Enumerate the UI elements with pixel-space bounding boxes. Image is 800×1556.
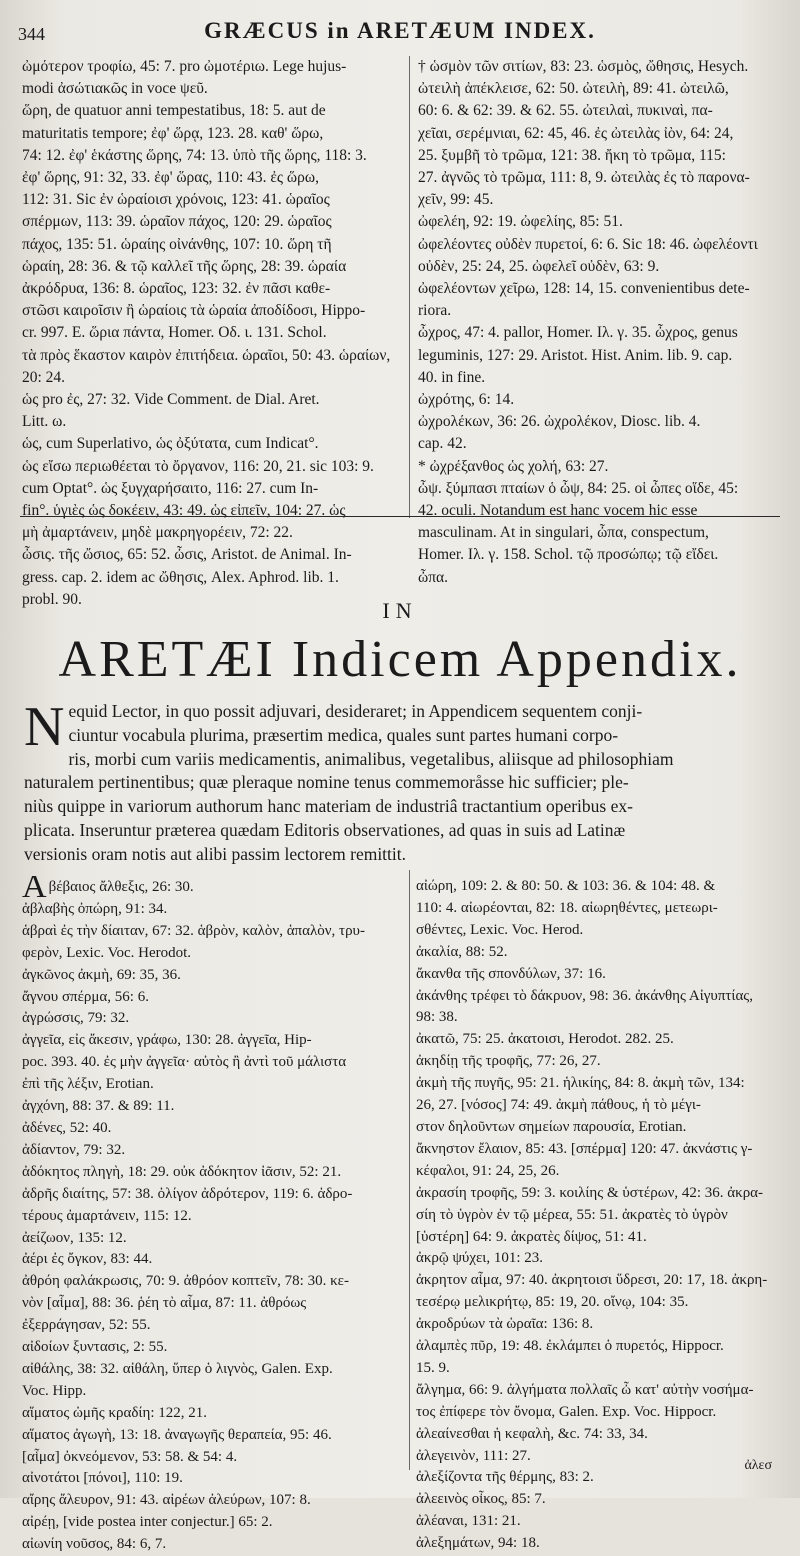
appendix-intro [24, 696, 780, 867]
index-line: σπέρμων, 113: 39. ὡραῖον πάχος, 120: 29. ὡραῖος [22, 213, 332, 231]
index-line: Homer. Ιλ. γ. 158. Schol. τῷ προσώπῳ; τῷ εἴδει. [418, 546, 719, 564]
appendix-entry-line: 98: 38. [416, 1009, 458, 1026]
appendix-entry-line: ἀκηδίῃ τῆς τροφῆς, 77: 26, 27. [416, 1053, 601, 1070]
intro-line: versionis oram notis aut alibi passim lectorem remittit. [24, 843, 407, 864]
appendix-entry-text: αἰδοίων ξυντασις, 2: 55. [22, 1339, 168, 1356]
index-column-right [418, 56, 778, 589]
appendix-entry-line [22, 1447, 402, 1469]
appendix-entry-text: ἀδρῆς διαίτης, 57: 38. ὀλίγον ἀδρότερον, 119: 6. ἀδρο- [22, 1185, 353, 1202]
appendix-column-left [22, 876, 402, 1556]
appendix-entry-line: ἀκάνθης τρέφει τὸ δάκρυον, 98: 36. ἀκάνθης Αἰγυπτίας, [416, 987, 754, 1004]
index-line: 27. ἀγνῶς τὸ τρῶμα, 111: 8, 9. ὠτειλὰς ἐς τὸ παρονα- [418, 169, 750, 187]
appendix-entry-line [22, 1315, 402, 1337]
appendix-entry-line [22, 1162, 402, 1184]
appendix-entry-line [22, 1425, 402, 1447]
index-line: ὦψ. ξύμπασι πταίων ὁ ὦψ, 84: 25. οἱ ὦπες οἵδε, 45: [418, 479, 739, 497]
appendix-entry-text: τέρους ἀμαρτάνειν, 115: 12. [22, 1207, 192, 1224]
appendix-entry-line [22, 1052, 402, 1074]
appendix-entry-line [22, 965, 402, 987]
appendix-entry-text: αἵματος ἀγωγὴ, 13: 18. ἀναγωγῆς θεραπεία, 95: 46. [22, 1426, 332, 1443]
index-line: ὠτειλὴ ἀπέκλεισε, 62: 50. ὠτειλὴ, 89: 41. ὠτειλῶ, [418, 80, 729, 98]
appendix-entry-line: ἀκμὴ τῆς πυγῆς, 95: 21. ἡλικίης, 84: 8. ἀκμὴ τῶν, 134: [416, 1075, 745, 1092]
index-line: χεῖαι, σερέμνιαι, 62: 45, 46. ἐς ὠτειλὰς ἰὸν, 64: 24, [418, 124, 734, 142]
appendix-entry-text: ἐξερράγησαν, 52: 55. [22, 1317, 151, 1334]
appendix-entry-line: αἰώρη, 109: 2. & 80: 50. & 103: 36. & 104: 48. & [416, 878, 716, 894]
appendix-entry-text: ἀέρι ἐς ὄγκον, 83: 44. [22, 1251, 153, 1268]
appendix-entry-text: φερὸν, Lexic. Voc. Herodot. [22, 944, 192, 961]
appendix-entry-text: ἀβλαβὴς ὀπώρη, 91: 34. [22, 900, 168, 917]
appendix-entry-line: ἀκρῷ ψύχει, 101: 23. [416, 1250, 544, 1267]
appendix-entry-line [22, 1096, 402, 1118]
appendix-entry-text: αἴρης ἄλευρον, 91: 43. αἰρέων ἀλεύρων, 107: 8. [22, 1492, 311, 1509]
appendix-entry-line [22, 1228, 402, 1250]
appendix-entry-text: ἀδόκητος πληγὴ, 18: 29. οὐκ ἀδόκητον ἰᾶσιν, 52: 21. [22, 1163, 342, 1180]
index-line: ὡραίη, 28: 36. & τῷ καλλεῖ τῆς ὥρης, 28: 39. ὡραία [22, 257, 347, 275]
appendix-entry-text: ἀγγεῖα, εἰς ἄκεσιν, γράφω, 130: 28. ἀγγεῖα, Hip- [22, 1032, 312, 1049]
appendix-entry-text: ἀδίαντον, 79: 32. [22, 1141, 126, 1158]
page-number: 344 [18, 24, 45, 44]
index-line: riora. [418, 302, 452, 320]
index-line: fin°. ὑγιὲς ὡς δοκέειν, 43: 49. ὡς εἰπεῖν, 104: 27. ὡς [22, 502, 346, 520]
appendix-entry-text: ἐπὶ τῆς λέξιν, Erotian. [22, 1076, 154, 1093]
appendix-entry-line [22, 1140, 402, 1162]
index-line: 60: 6. & 62: 39. & 62. 55. ὠτειλαὶ, πυκιναὶ, πα- [418, 102, 713, 120]
index-line: πάχος, 135: 51. ὡραίης οἰνάνθης, 107: 10. ὥρη τῆ [22, 235, 332, 253]
index-line: ἐφ' ὥρης, 91: 32, 33. ἐφ' ὥρας, 110: 43. ἐς ὥρω, [22, 169, 319, 187]
index-line: στῶσι καιροῖσιν ἢ ὡραίοις τὰ ὡραία ἀποδίδοσι, Hippo- [22, 302, 366, 320]
appendix-entry-line [22, 876, 402, 899]
appendix-entry-text: ἄγνου σπέρμα, 56: 6. [22, 988, 149, 1005]
appendix-entry-line [22, 987, 402, 1009]
index-line: οὐδὲν, 25: 24, 25. ὠφελεῖ οὐδὲν, 63: 9. [418, 257, 660, 275]
index-line: masculinam. At in singulari, ὦπα, conspectum, [418, 524, 709, 542]
appendix-entry-text: νὸν [αἷμα], 88: 36. ῥέη τὸ αἷμα, 87: 11. ἀθρόως [22, 1295, 307, 1312]
appendix-entry-text: ἀείζωον, 135: 12. [22, 1229, 127, 1246]
appendix-entry-line [22, 1118, 402, 1140]
appendix-entry-line [22, 1534, 402, 1556]
index-line: † ὡσμὸν τῶν σιτίων, 83: 23. ὡσμὸς, ὤθησις, Hesych. [418, 58, 749, 75]
appendix-entry-line [22, 1490, 402, 1512]
appendix-entry-text: αἰωνίη νοῦσος, 84: 6, 7. [22, 1536, 167, 1553]
appendix-entry-line: σθέντες, Lexic. Voc. Herod. [416, 921, 584, 938]
appendix-entry-line [22, 1359, 402, 1381]
appendix-column-right [416, 876, 778, 1555]
intro-line: ciuntur vocabula plurima, præsertim medica, quales sunt partes humani corpo- [68, 724, 619, 745]
appendix-entry-text: ἀγκῶνος ἀκμὴ, 69: 35, 36. [22, 966, 181, 983]
appendix-entry-line: ἀλεξίζοντα τῆς θέρμης, 83: 2. [416, 1469, 594, 1486]
appendix-entry-line [22, 1381, 402, 1403]
appendix-entry-line: ἀκρασίη τροφῆς, 59: 3. κοιλίης & ὑστέρων, 42: 36. ἀκρα- [416, 1184, 764, 1201]
appendix-entry-line: στον δηλοῦντων σημείων παρουσία, Erotian. [416, 1118, 687, 1135]
index-line: ὠχρότης, 6: 14. [418, 391, 515, 409]
index-line: χεῖν, 99: 45. [418, 191, 494, 209]
appendix-entry-text: βέβαιος ἄλθεξις, 26: 30. [48, 879, 194, 895]
appendix-entry-text: αἰνοτάτοι [πόνοι], 110: 19. [22, 1470, 183, 1487]
appendix-entry-line: [ὑστέρη] 64: 9. ἀκρατὲς δίψος, 51: 41. [416, 1228, 647, 1245]
appendix-entry-line: 26, 27. [νόσος] 74: 49. ἀκμὴ πάθους, ἡ τὸ μέγι- [416, 1097, 701, 1114]
appendix-entry-text: Voc. Hipp. [22, 1382, 87, 1399]
running-head [0, 16, 800, 44]
index-line: cr. 997. E. ὥρια πάντα, Homer. Οδ. ι. 131. Schol. [22, 324, 327, 342]
index-line: μὴ ἀμαρτάνειν, μηδὲ μακρηγορέειν, 72: 22. [22, 524, 293, 542]
appendix-entry-text: αἰθάλης, 38: 32. αἰθάλη, ὕπερ ὁ λιγνὸς, Galen. Exp. [22, 1360, 333, 1377]
column-rule [409, 56, 410, 518]
index-line: ὠφελέη, 92: 19. ὠφελίης, 85: 51. [418, 213, 623, 231]
appendix-entry-line [22, 1184, 402, 1206]
index-line: ὠφελέοντες οὐδὲν πυρετοί, 6: 6. Sic 18: 46. ὠφελέοντι [418, 235, 758, 253]
intro-line: plicata. Inseruntur præterea quædam Editoris observationes, ad quas in suis ad Latinæ [24, 819, 626, 840]
appendix-entry-text: ἀδένες, 52: 40. [22, 1119, 112, 1136]
intro-line: niùs quippe in variorum authorum hanc materiam de industriâ tractantium operibus ex- [24, 796, 633, 817]
index-line: ὠφελέοντων χεῖρω, 128: 14, 15. convenientibus dete- [418, 280, 750, 298]
appendix-entry-line: ἀλεξημάτων, 94: 18. [416, 1535, 540, 1552]
index-line: 40. in fine. [418, 368, 486, 386]
index-line: ὡς εἴσω περιωθέεται τὸ ὄργανον, 116: 20, 21. sic 103: 9. [22, 457, 374, 475]
appendix-entry-line: ἀκρητον αἷμα, 97: 40. ἀκρητοισι ὕδρεσι, 20: 17, 18. ἀκρη- [416, 1272, 768, 1289]
index-line: gress. cap. 2. idem ac ὤθησις, Alex. Aphrod. lib. 1. [22, 568, 339, 586]
appendix-entry-text: poc. 393. 40. ἐς μὴν ἀγγεῖα· αὐτὸς ἢ ἀντὶ τοῦ μάλιστα [22, 1054, 347, 1071]
intro-line: equid Lector, in quo possit adjuvari, desideraret; in Appendicem sequentem conji- [68, 701, 643, 721]
appendix-entry-line: ἄλγημα, 66: 9. ἀλγήματα πολλαῖς ὦ κατ' αὐτὴν νοσήμα- [416, 1381, 754, 1398]
index-line: 20: 24. [22, 368, 66, 386]
index-line: Litt. ω. [22, 413, 67, 431]
appendix-entry-line: 15. 9. [416, 1359, 450, 1376]
appendix-entry-line [22, 1249, 402, 1271]
index-line: ὥρη, de quatuor anni tempestatibus, 18: 5. aut de [22, 102, 326, 120]
appendix-entry-line [22, 1074, 402, 1096]
appendix-entry-line [22, 943, 402, 965]
index-line: ὠμότερον τροφίω, 45: 7. pro ὠμοτέριω. Lege hujus- [22, 58, 347, 75]
index-line: probl. 90. [22, 590, 82, 608]
appendix-entry-line [22, 1403, 402, 1425]
appendix-entry-text: ἀγρώσσις, 79: 32. [22, 1010, 130, 1027]
appendix-entry-line: ἀλεαίνεσθαι ἡ κεφαλὴ, &c. 74: 33, 34. [416, 1425, 648, 1442]
appendix-entry-line: ἀλεεινὸς οἶκος, 85: 7. [416, 1491, 546, 1508]
index-line: cum Optat°. ὡς ξυγχαρήσαιτο, 116: 27. cum In- [22, 479, 319, 497]
index-line: ὡς, cum Superlativo, ὡς ὀξύτατα, cum Indicat°. [22, 435, 319, 453]
appendix-entry-line: ἄκανθα τῆς σπονδύλων, 37: 16. [416, 965, 606, 982]
appendix-entry-line: ἀκατῶ, 75: 25. ἀκατοισι, Herodot. 282. 25. [416, 1031, 674, 1048]
appendix-entry-line: ἀκροδρύων τὰ ὡραῖα: 136: 8. [416, 1316, 594, 1333]
appendix-entry-line [22, 1337, 402, 1359]
index-line: ὦπα. [418, 568, 449, 586]
index-line: ὦχρος, 47: 4. pallor, Homer. Ιλ. γ. 35. ὦχρος, genus [418, 324, 738, 342]
appendix-title: ARETÆI Indicem Appendix. [58, 631, 742, 688]
index-line: 25. ξυμβῆ τὸ τρῶμα, 121: 38. ἤκη τὸ τρῶμα, 115: [418, 146, 726, 164]
appendix-entry-line: ἄκνηστον ἔλαιον, 85: 43. [σπέρμα] 120: 47. ἀκνάστις γ- [416, 1140, 753, 1157]
index-line: maturitatis tempore; ἐφ' ὥρᾳ, 123. 28. καθ' ὥρω, [22, 124, 324, 142]
index-line: modi ἀσώτιακῶς in voce ψεῦ. [22, 80, 208, 98]
appendix-entry-line [22, 1512, 402, 1534]
appendix-entry-line: κέφαλοι, 91: 24, 25, 26. [416, 1162, 560, 1179]
index-line: * ὠχρέξανθος ὡς χολή, 63: 27. [418, 457, 609, 475]
appendix-entry-text: ἀγχόνη, 88: 37. & 89: 11. [22, 1098, 175, 1115]
appendix-entry-line [22, 899, 402, 921]
appendix-entry-line [22, 1030, 402, 1052]
intro-line: naturalem pertinentibus; quæ pleraque nomine tenus commemoråsse hic sufficier; ple- [24, 772, 629, 793]
appendix-entry-line [22, 1206, 402, 1228]
intro-line: ris, morbi cum variis medicamentis, animalibus, vegetalibus, aliisque ad philosophiam [68, 748, 674, 769]
appendix-entry-text: [αἷμα] ὀκνεόμενον, 53: 58. & 54: 4. [22, 1448, 238, 1465]
appendix-entry-line: ἀκαλία, 88: 52. [416, 943, 508, 960]
index-line: ὦσις. τῆς ὤσιος, 65: 52. ὦσις, Aristot. de Animal. In- [22, 546, 352, 564]
index-line: ἀκρόδρυα, 136: 8. ὡραῖος, 123: 32. ἐν πᾶσι καθε- [22, 280, 331, 298]
appendix-entry-line [22, 1271, 402, 1293]
appendix-entry-line [22, 1008, 402, 1030]
appendix-entry-line: 110: 4. αἰωρέονται, 82: 18. αἰωρηθέντες, μετεωρι- [416, 899, 718, 916]
appendix-entry-line: τος ἐπίφερε τὸν ὄνομα, Galen. Exp. Voc. Hippocr. [416, 1403, 717, 1420]
appendix-entry-text: αἵματος ὠμῆς κραδίη: 122, 21. [22, 1404, 207, 1421]
section-divider [20, 516, 780, 517]
index-line: τὰ πρὸς ἕκαστον καιρὸν ἐπιτήδεια. ὡραῖοι, 50: 43. ὡραίων, [22, 346, 391, 364]
appendix-entry-line: ἀλέαναι, 131: 21. [416, 1513, 521, 1530]
appendix-in-label: IN [382, 598, 418, 623]
catchword: ἀλεσ [744, 1458, 772, 1473]
intro-dropcap: N [24, 696, 65, 758]
index-line: ὡς pro ἐς, 27: 32. Vide Comment. de Dial. Aret. [22, 391, 320, 409]
entry-dropcap: A [22, 876, 47, 899]
appendix-entry-line: σίη τὸ ὑγρὸν ἐν τῷ μέρεα, 55: 51. ἀκρατὲς τὸ ὑγρὸν [416, 1206, 728, 1223]
index-line: cap. 42. [418, 435, 467, 453]
index-line: 74: 12. ἐφ' ἑκάστης ὥρης, 74: 13. ὑπὸ τῆς ὥρης, 118: 3. [22, 146, 367, 164]
appendix-entry-text: ἀθρόη φαλάκρωσις, 70: 9. ἀθρόον κοπτεῖν, 78: 30. κε- [22, 1273, 349, 1290]
appendix-entry-line: ἀλαμπὲς πῦρ, 19: 48. ἐκλάμπει ὁ πυρετός, Hippocr. [416, 1338, 724, 1355]
appendix-entry-text: αἰρέῃ, [vide postea inter conjectur.] 65: 2. [22, 1514, 273, 1531]
index-line: ὠχρολέκων, 36: 26. ὠχρολέκον, Diosc. lib. 4. [418, 413, 701, 431]
index-line: 112: 31. Sic ἐν ὡραίοισι χρόνοις, 123: 41. ὡραῖος [22, 191, 330, 209]
appendix-entry-line [22, 921, 402, 943]
appendix-entry-line: τεσέρῳ μελικρήτῳ, 85: 19, 20. οἴνῳ, 104: 35. [416, 1294, 689, 1311]
appendix-entry-text: ἁβραὶ ἐς τὴν δίαιταν, 67: 32. ἁβρὸν, καλὸν, ἁπαλὸν, τρυ- [22, 922, 365, 939]
index-column-left [22, 56, 400, 611]
index-line: 42. oculi. Notandum est hanc vocem hic esse [418, 502, 698, 520]
index-line: leguminis, 127: 29. Aristot. Hist. Anim. lib. 9. cap. [418, 346, 733, 364]
running-title: GRÆCUS in ARETÆUM INDEX. [204, 18, 596, 43]
appendix-entry-line: ἀλεγεινὸν, 111: 27. [416, 1447, 531, 1464]
column-rule [409, 870, 410, 1470]
appendix-entry-line [22, 1468, 402, 1490]
appendix-entry-line [22, 1293, 402, 1315]
